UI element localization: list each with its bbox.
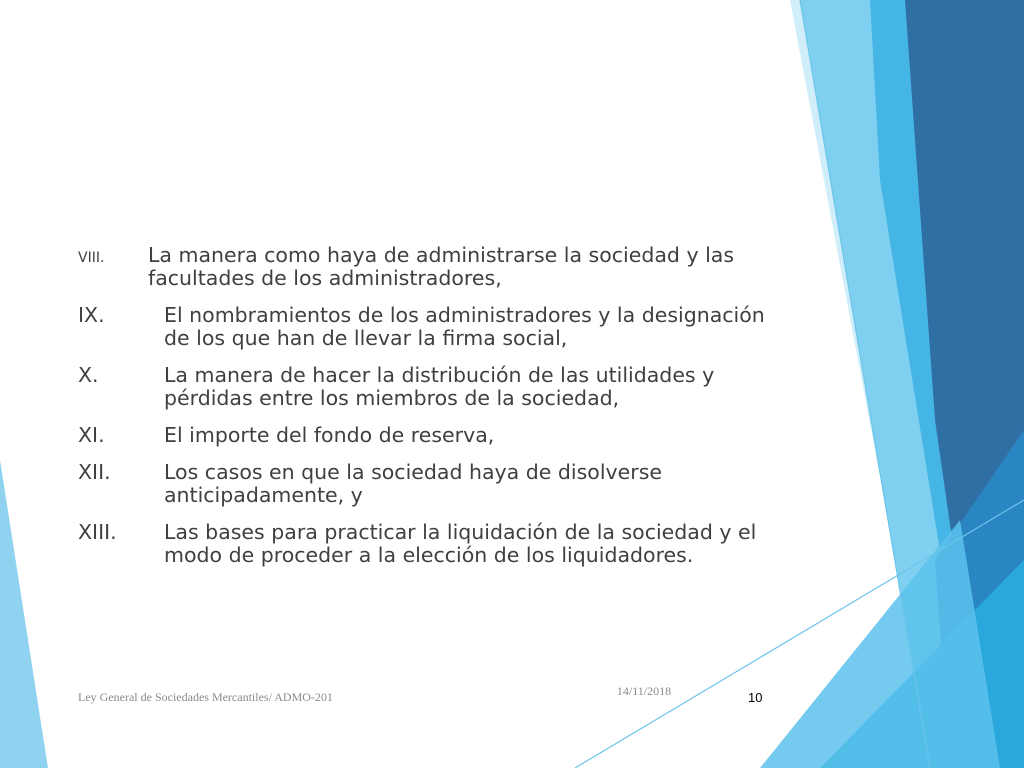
list-item	[78, 424, 778, 447]
list-item	[78, 304, 778, 350]
item-number: IX.	[78, 303, 105, 327]
page-number: 10	[748, 690, 763, 705]
item-number: VIII.	[78, 250, 105, 266]
item-text: La manera de hacer la distribución de las utilidades y pérdidas entre los miembros de la sociedad,	[164, 363, 715, 410]
item-number: XIII.	[78, 520, 117, 544]
deco-light-lower	[760, 520, 1000, 768]
item-number: XII.	[78, 460, 111, 484]
item-number: X.	[78, 363, 99, 387]
content-list	[78, 244, 778, 581]
list-item	[78, 461, 778, 507]
footer-date: 14/11/2018	[616, 684, 672, 698]
item-number: XI.	[78, 423, 105, 447]
footer-title: Ley General de Sociedades Mercantiles/ ADMO-201	[78, 690, 333, 704]
list-item	[78, 364, 778, 410]
item-text: Los casos en que la sociedad haya de disolverse anticipadamente, y	[164, 460, 662, 507]
item-text: El importe del fondo de reserva,	[164, 423, 495, 447]
item-text: Las bases para practicar la liquidación de la sociedad y el modo de proceder a la elección de los liquidadores.	[164, 520, 757, 567]
deco-left-triangle	[0, 460, 48, 768]
item-text: La manera como haya de administrarse la sociedad y las facultades de los administradores,	[148, 243, 735, 290]
list-item	[78, 521, 778, 567]
item-text: El nombramientos de los administradores y la designación de los que han de llevar la firma social,	[164, 303, 765, 350]
list-item	[78, 244, 778, 290]
